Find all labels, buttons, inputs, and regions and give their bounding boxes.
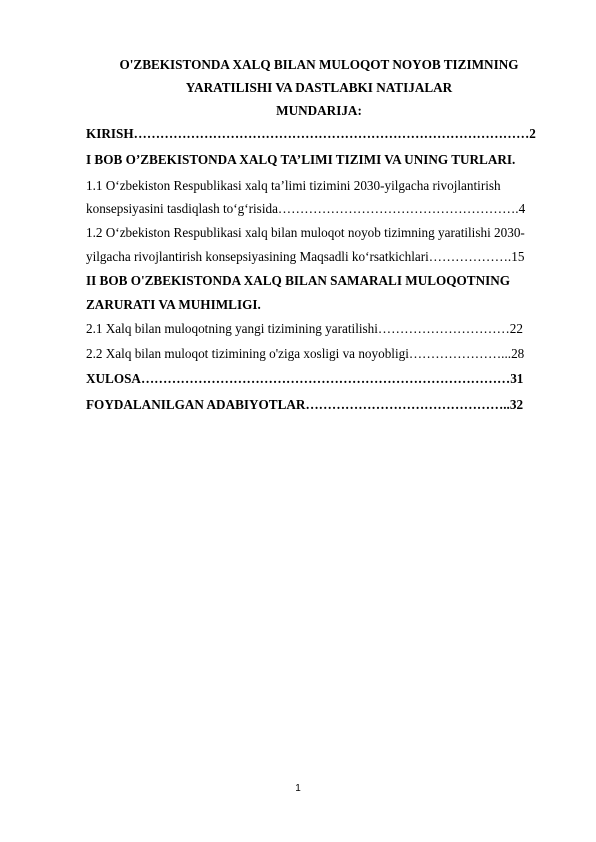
toc-entry-introduction: KIRISH………………………………………………………………………………2 — [86, 126, 536, 141]
toc-chapter-1-heading: I BOB O’ZBEKISTONDA XALQ TA’LIMI TIZIMI VA UNING TURLARI. — [86, 152, 516, 167]
document-title-line-2: YARATILISHI VA DASTLABKI NATIJALAR — [185, 80, 453, 95]
toc-entry-conclusion: XULOSA…………………………………………………………………………31 — [86, 371, 524, 386]
toc-entry-1-1-line-2: konsepsiyasini tasdiqlash to‘g‘risida……………………………………………….4 — [86, 201, 526, 216]
toc-chapter-2-heading-line-2: ZARURATI VA MUHIMLIGI. — [86, 297, 261, 312]
page-number: 1 — [295, 783, 301, 794]
toc-entry-2-2: 2.2 Xalq bilan muloqot tizimining o'ziga xosligi va noyobligi…………………...28 — [86, 346, 525, 361]
toc-entry-references: FOYDALANILGAN ADABIYOTLAR………………………………………..32 — [86, 397, 524, 412]
toc-chapter-2-heading-line-1: II BOB O'ZBEKISTONDA XALQ BILAN SAMARALI MULOQOTNING — [86, 273, 511, 288]
toc-entry-1-2-line-2: yilgacha rivojlantirish konsepsiyasining Maqsadli ko‘rsatkichlari……………….15 — [86, 249, 525, 264]
document-title-line-1: O'ZBEKISTONDA XALQ BILAN MULOQOT NOYOB TIZIMNING — [119, 57, 519, 72]
toc-entry-1-1-line-1: 1.1 O‘zbekiston Respublikasi xalq ta’limi tizimini 2030-yilgacha rivojlantirish — [86, 178, 501, 193]
toc-entry-2-1: 2.1 Xalq bilan muloqotning yangi tizimining yaratilishi…………………………22 — [86, 321, 523, 336]
contents-heading: MUNDARIJA: — [276, 103, 362, 118]
toc-entry-1-2-line-1: 1.2 O‘zbekiston Respublikasi xalq bilan muloqot noyob tizimning yaratilishi 2030- — [86, 225, 525, 240]
